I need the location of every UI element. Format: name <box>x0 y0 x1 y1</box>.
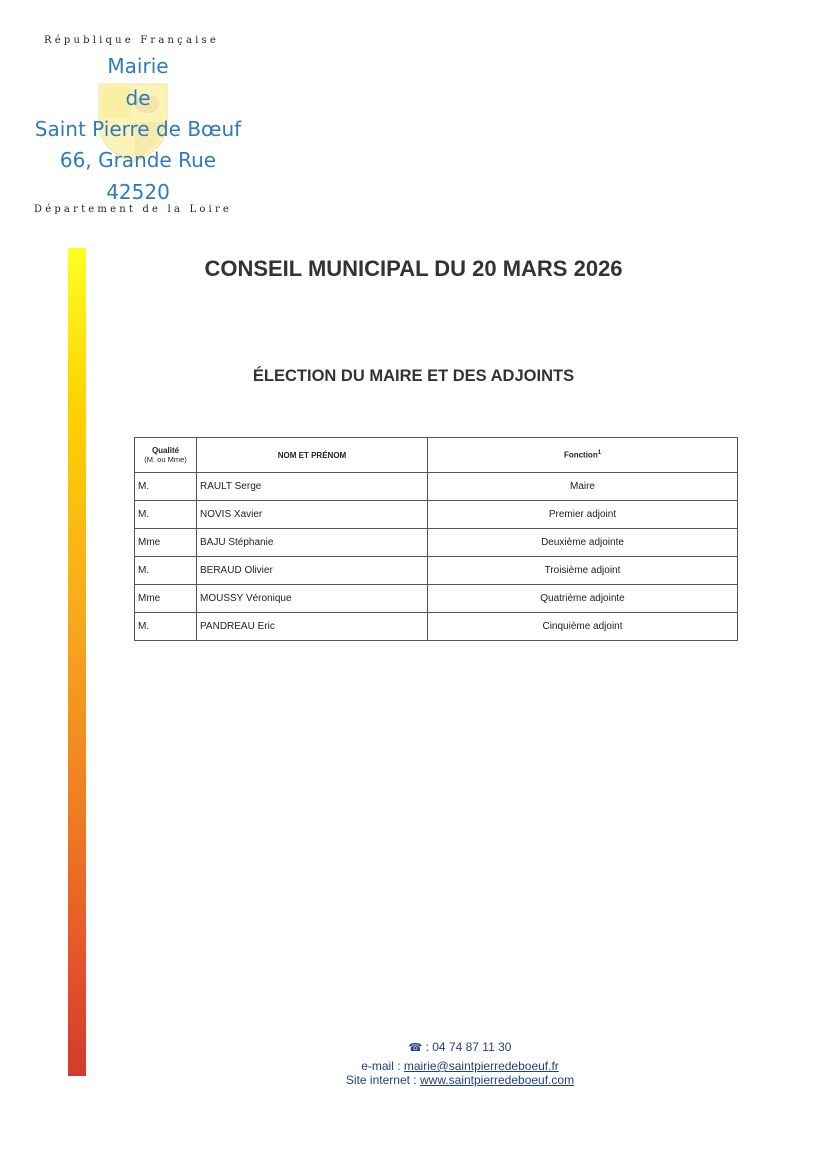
table-header-row <box>135 438 738 473</box>
table-row <box>135 613 738 641</box>
email-label: e-mail : <box>361 1059 401 1073</box>
mairie-address: 66, Grande Rue <box>59 148 217 172</box>
table-row <box>135 585 738 613</box>
cell-fonction: Cinquième adjoint <box>428 613 738 641</box>
cell-fonction: Troisième adjoint <box>428 557 738 585</box>
cell-nom: MOUSSY Véronique <box>197 585 428 613</box>
cell-qualite: Mme <box>135 585 197 613</box>
header-fonction-label: Fonction <box>563 450 598 460</box>
cell-fonction: Deuxième adjointe <box>428 529 738 557</box>
cell-nom: PANDREAU Eric <box>197 613 428 641</box>
table-row <box>135 557 738 585</box>
cell-nom: BAJU Stéphanie <box>197 529 428 557</box>
cell-fonction: Maire <box>428 473 738 501</box>
header-qualite <box>135 438 197 473</box>
header-qualite-sub: (M. ou Mme) <box>144 455 187 464</box>
mairie-postcode: 42520 <box>106 180 170 204</box>
document-title: CONSEIL MUNICIPAL DU 20 MARS 2026 <box>204 256 623 281</box>
cell-nom: BERAUD Olivier <box>197 557 428 585</box>
footer-phone <box>0 1040 827 1054</box>
cell-qualite: M. <box>135 557 197 585</box>
cell-qualite: Mme <box>135 529 197 557</box>
header-fonction <box>428 438 738 473</box>
republic-label: République Française <box>44 35 219 46</box>
phone-icon: ☎ <box>408 1042 423 1054</box>
mairie-line-1: Mairie <box>107 54 169 78</box>
phone-number: : 04 74 87 11 30 <box>425 1040 512 1054</box>
mairie-town-name: Saint Pierre de Bœuf <box>34 117 242 141</box>
document-subtitle: ÉLECTION DU MAIRE ET DES ADJOINTS <box>252 367 575 385</box>
website-link[interactable]: www.saintpierredeboeuf.com <box>419 1073 575 1087</box>
email-link[interactable]: mairie@saintpierredeboeuf.fr <box>403 1059 559 1073</box>
cell-fonction: Premier adjoint <box>428 501 738 529</box>
cell-fonction: Quatrième adjointe <box>428 585 738 613</box>
cell-nom: NOVIS Xavier <box>197 501 428 529</box>
footer-email <box>0 1059 827 1073</box>
cell-qualite: M. <box>135 473 197 501</box>
footnote-marker: 1 <box>597 450 602 457</box>
department-label: Département de la Loire <box>34 204 233 215</box>
cell-qualite: M. <box>135 501 197 529</box>
table-row <box>135 473 738 501</box>
officials-table <box>134 437 738 641</box>
mairie-line-2: de <box>125 86 151 110</box>
table-row <box>135 501 738 529</box>
website-label: Site internet : <box>345 1073 417 1087</box>
letterhead <box>0 0 290 225</box>
header-qualite-label: Qualité <box>151 446 180 455</box>
table-row <box>135 529 738 557</box>
header-nom: NOM ET PRÉNOM <box>197 438 428 473</box>
cell-nom: RAULT Serge <box>197 473 428 501</box>
footer-website <box>0 1073 827 1087</box>
cell-qualite: M. <box>135 613 197 641</box>
